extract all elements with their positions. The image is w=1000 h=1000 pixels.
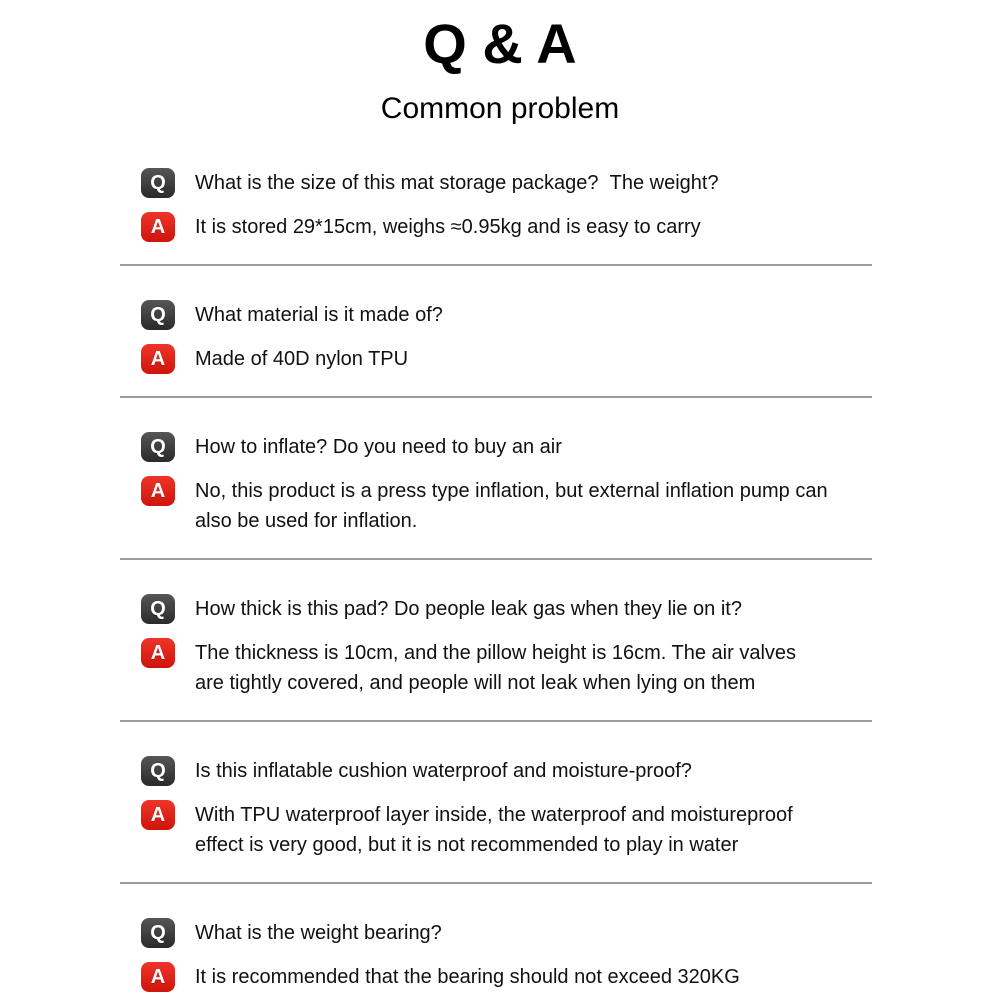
answer-row [120,212,872,242]
question-badge-icon: Q [141,168,175,198]
question-badge-icon: Q [141,594,175,624]
answer-row [120,800,872,860]
question-text: What is the size of this mat storage package? The weight? [195,172,719,194]
answer-row [120,476,872,536]
question-row [120,432,872,462]
qa-item [120,168,872,242]
answer-badge-icon: A [141,638,175,668]
answer-text: It is recommended that the bearing should not exceed 320KG [195,966,740,988]
answer-badge-icon: A [141,476,175,506]
question-row [120,918,872,948]
divider [120,720,872,722]
qa-item [120,918,872,992]
divider [120,264,872,266]
question-row [120,168,872,198]
question-row [120,594,872,624]
answer-badge-icon: A [141,212,175,242]
question-badge-icon: Q [141,432,175,462]
answer-row [120,344,872,374]
answer-text: It is stored 29*15cm, weighs ≈0.95kg and is easy to carry [195,216,701,238]
question-row [120,300,872,330]
qa-item [120,432,872,536]
question-badge-icon: Q [141,300,175,330]
qa-item [120,756,872,860]
question-text: How to inflate? Do you need to buy an air [195,436,562,458]
question-text: Is this inflatable cushion waterproof and moisture-proof? [195,760,692,782]
answer-text: Made of 40D nylon TPU [195,348,409,370]
answer-row [120,962,872,992]
question-text: What material is it made of? [195,304,443,326]
answer-text: No, this product is a press type inflation, but external inflation pump can also be used for inflation. [195,480,828,532]
qa-list [120,168,872,992]
divider [120,396,872,398]
question-row [120,756,872,786]
page-header [0,0,1000,124]
answer-row [120,638,872,698]
divider [120,558,872,560]
divider [120,882,872,884]
question-badge-icon: Q [141,918,175,948]
question-badge-icon: Q [141,756,175,786]
question-text: How thick is this pad? Do people leak gas when they lie on it? [195,598,742,620]
answer-text: With TPU waterproof layer inside, the waterproof and moistureproof effect is very good, but it is not recommended to play in water [195,804,793,856]
page-title: Q & A [423,12,577,75]
answer-badge-icon: A [141,800,175,830]
qa-item [120,300,872,374]
answer-badge-icon: A [141,344,175,374]
question-text: What is the weight bearing? [195,922,442,944]
answer-badge-icon: A [141,962,175,992]
qa-item [120,594,872,698]
page-subtitle: Common problem [380,92,620,125]
answer-text: The thickness is 10cm, and the pillow height is 16cm. The air valves are tightly covered, and people will not leak when lying on them [195,642,797,694]
